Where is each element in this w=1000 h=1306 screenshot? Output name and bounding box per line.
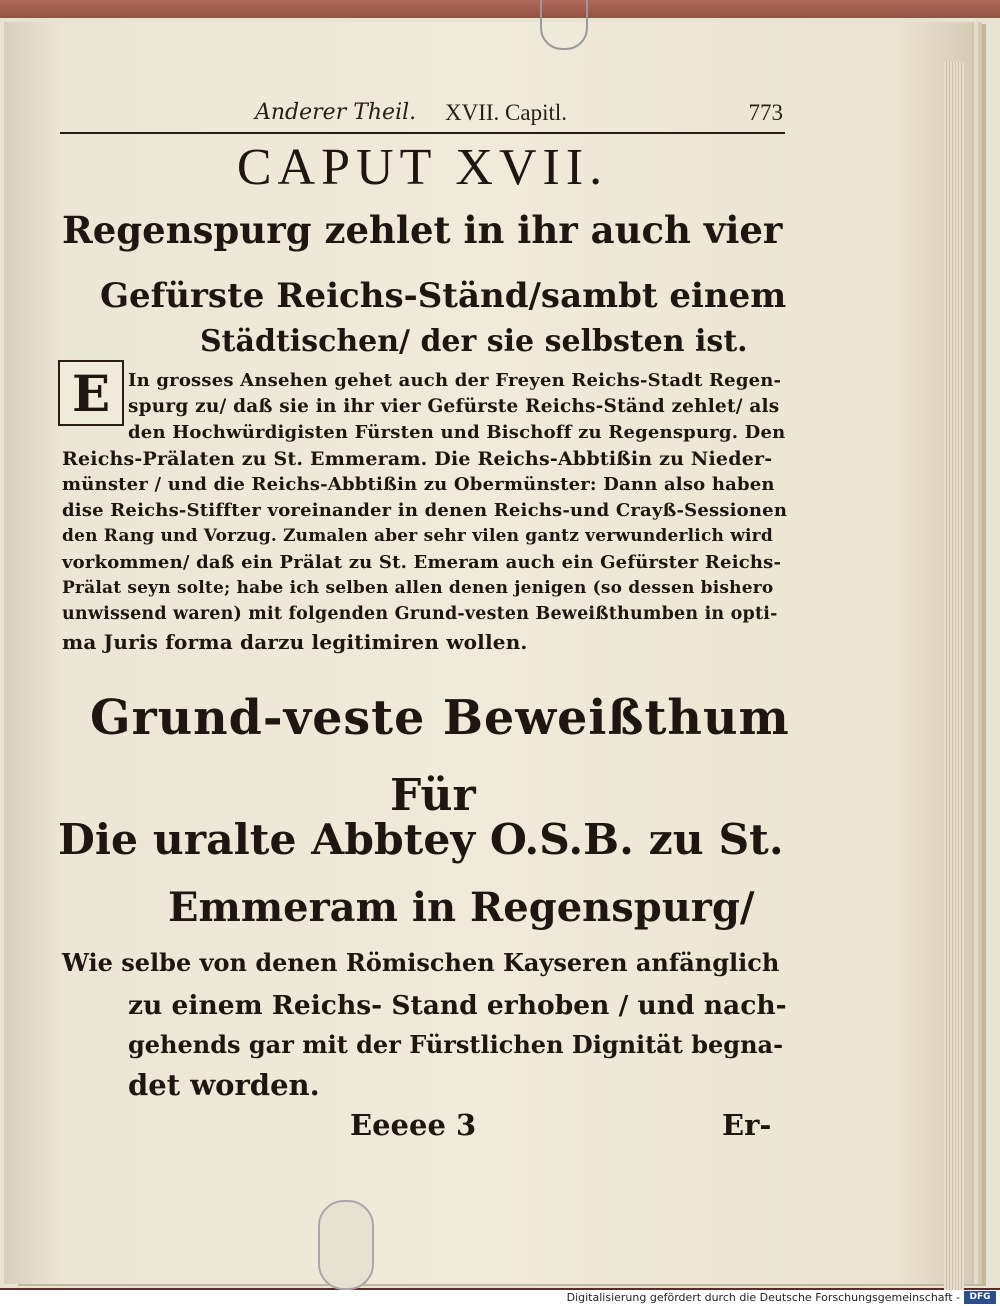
- page-clip: [318, 1200, 374, 1290]
- running-head-chapter: XVII. Capitl.: [445, 100, 568, 125]
- drop-cap: E: [58, 360, 124, 426]
- proof-heading: Grund-veste Beweißthum: [90, 690, 790, 746]
- body-line: den Hochwürdigisten Fürsten und Bischoff zu Regenspurg. Den: [128, 422, 786, 443]
- body-line: vorkommen/ daß ein Prälat zu St. Emeram auch ein Gefürster Reichs-: [62, 552, 782, 573]
- body-line: münster / und die Reichs-Abbtißin zu Obermünster: Dann also haben: [62, 474, 775, 495]
- chapter-heading: CAPUT XVII.: [236, 139, 609, 196]
- title-line: Städtischen/ der sie selbsten ist.: [200, 324, 748, 359]
- subtitle-line: zu einem Reichs- Stand erhoben / und nach-: [128, 990, 787, 1021]
- subtitle-line: det worden.: [128, 1068, 320, 1102]
- signature-mark: Eeeee 3: [350, 1108, 477, 1142]
- dfg-logo-icon: DFG: [964, 1291, 996, 1304]
- body-line: Reichs-Prälaten zu St. Emmeram. Die Reichs-Abbtißin zu Nieder-: [62, 448, 773, 470]
- page-number: 773: [748, 100, 783, 125]
- proof-heading-place: Emmeram in Regenspurg/: [168, 884, 755, 931]
- footer-credit: Digitalisierung gefördert durch die Deutsche Forschungsgemeinschaft -: [566, 1291, 960, 1304]
- running-head-part: Anderer Theil.: [255, 100, 417, 125]
- body-line: Prälat seyn solte; habe ich selben allen denen jenigen (so dessen bishero: [62, 578, 774, 598]
- proof-heading-abbey: Die uralte Abbtey O.S.B. zu St.: [58, 815, 784, 865]
- body-line: ma Juris forma darzu legitimiren wollen.: [62, 630, 528, 654]
- paper-clip: [540, 0, 588, 50]
- body-line: den Rang und Vorzug. Zumalen aber sehr vilen gantz verwunderlich wird: [62, 526, 773, 546]
- catchword: Er-: [722, 1108, 772, 1142]
- subtitle-line: Wie selbe von denen Römischen Kayseren anfänglich: [62, 948, 780, 977]
- body-line: spurg zu/ daß sie in ihr vier Gefürste Reichs-Ständ zehlet/ als: [128, 396, 780, 417]
- title-line: Regenspurg zehlet in ihr auch vier: [62, 208, 783, 252]
- body-line: unwissend waren) mit folgenden Grund-vesten Beweißthumben in opti-: [62, 604, 778, 624]
- footer-bar: [0, 1290, 1000, 1306]
- body-line: dise Reichs-Stiffter voreinander in denen Reichs-und Crayß-Sessionen: [62, 500, 788, 521]
- running-head: [60, 98, 785, 134]
- page-edge: [944, 62, 964, 1292]
- title-line: Gefürste Reichs-Ständ/sambt einem: [100, 276, 787, 316]
- proof-heading-for: Für: [390, 770, 476, 821]
- subtitle-line: gehends gar mit der Fürstlichen Dignität begna-: [128, 1030, 784, 1059]
- body-line: In grosses Ansehen gehet auch der Freyen Reichs-Stadt Regen-: [128, 370, 782, 391]
